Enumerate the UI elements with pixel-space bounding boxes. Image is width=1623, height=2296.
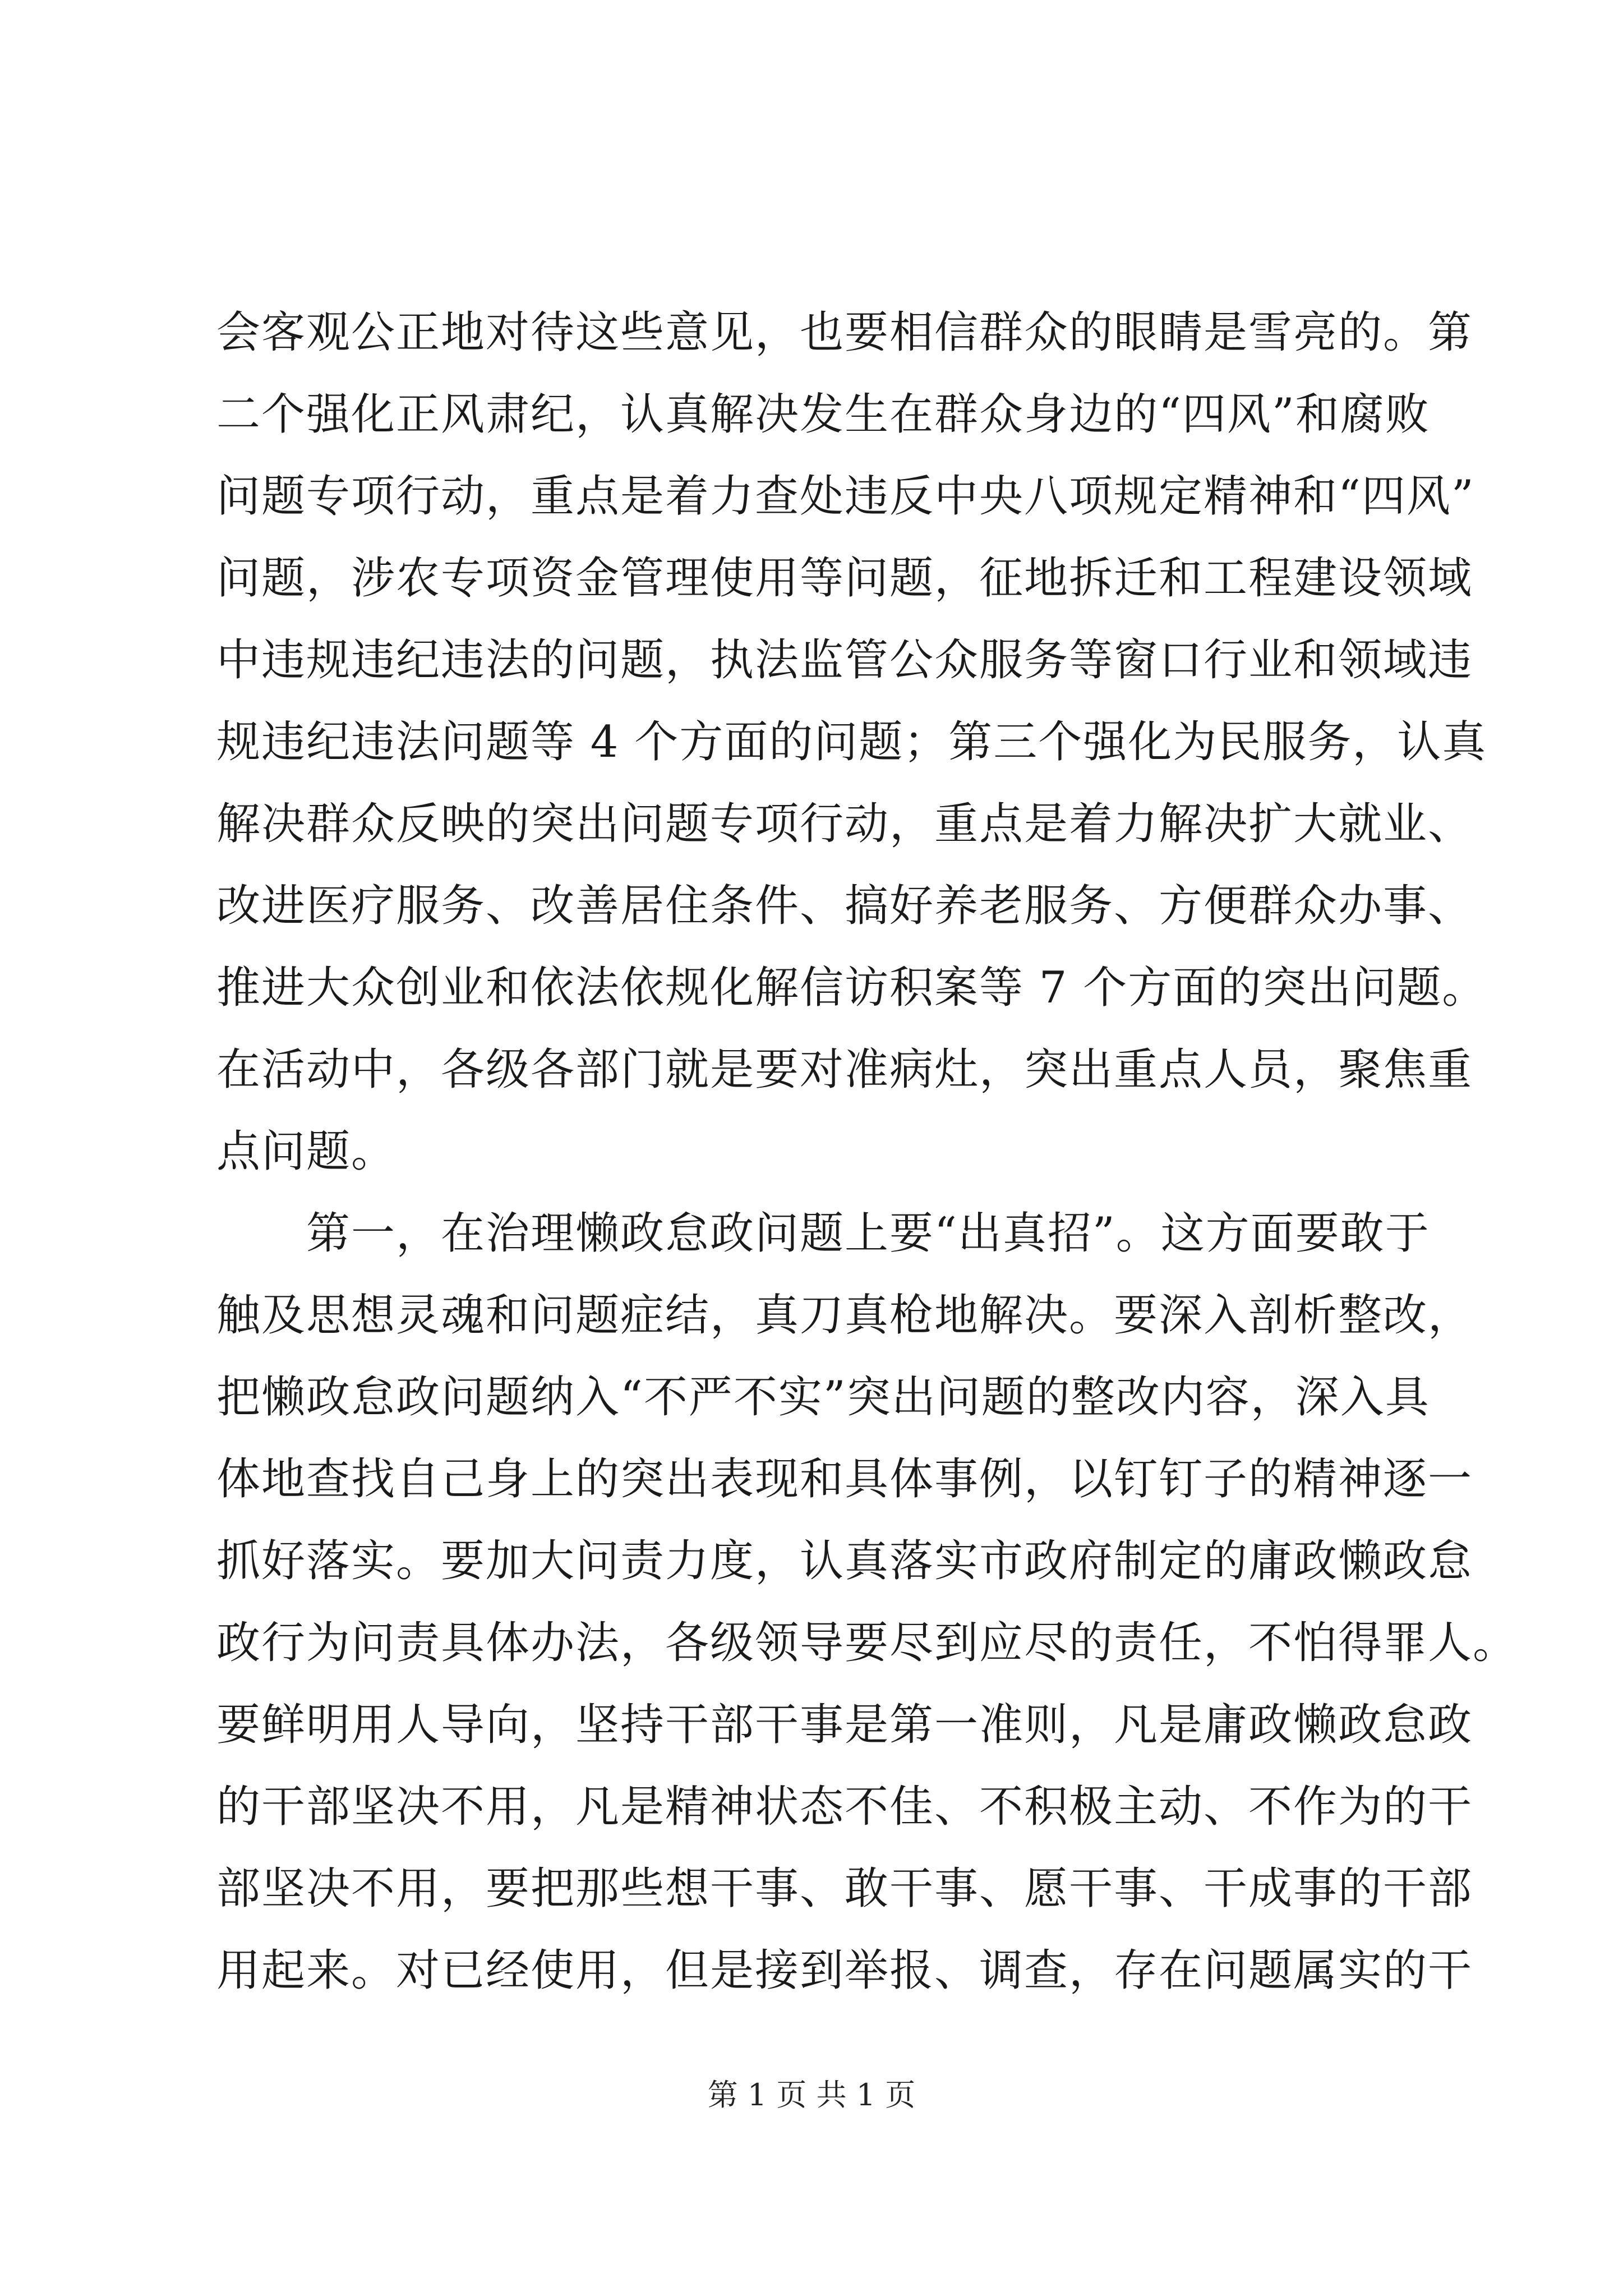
text-line: 推进大众创业和依法依规化解信访积案等 7 个方面的突出问题。	[216, 963, 1487, 1013]
text-line: 问题专项行动，重点是着力查处违反中央八项规定精神和“四风”	[216, 471, 1475, 522]
text-line: 二个强化正风肃纪，认真解决发生在群众身边的“四风”和腐败	[216, 389, 1430, 440]
text-line: 改进医疗服务、改善居住条件、搞好养老服务、方便群众办事、	[216, 881, 1473, 931]
text-line: 要鲜明用人导向，坚持干部干事是第一准则，凡是庸政懒政怠政	[216, 1700, 1473, 1750]
text-line: 第一，在治理懒政怠政问题上要“出真招”。这方面要敢于	[216, 1208, 1430, 1259]
text-line: 把懒政怠政问题纳入“不严不实”突出问题的整改内容，深入具	[216, 1372, 1430, 1423]
text-line: 用起来。对已经使用，但是接到举报、调查，存在问题属实的干	[216, 1945, 1473, 1996]
text-line: 的干部坚决不用，凡是精神状态不佳、不积极主动、不作为的干	[216, 1782, 1473, 1832]
text-line: 政行为问责具体办法，各级领导要尽到应尽的责任，不怕得罪人。	[216, 1618, 1518, 1668]
text-line: 抓好落实。要加大问责力度，认真落实市政府制定的庸政懒政怠	[216, 1536, 1473, 1586]
page-number-label: 第 1 页 共 1 页	[707, 2077, 916, 2113]
text-line: 体地查找自己身上的突出表现和具体事例，以钉钉子的精神逐一	[216, 1454, 1473, 1504]
text-line: 问题，涉农专项资金管理使用等问题，征地拆迁和工程建设领域	[216, 553, 1473, 604]
text-line: 规违纪违法问题等 4 个方面的问题；第三个强化为民服务，认真	[216, 717, 1487, 767]
text-line: 点问题。	[216, 1126, 396, 1177]
text-line: 解决群众反映的突出问题专项行动，重点是着力解决扩大就业、	[216, 799, 1473, 849]
text-line: 会客观公正地对待这些意见，也要相信群众的眼睛是雪亮的。第	[216, 307, 1473, 358]
text-line: 部坚决不用，要把那些想干事、敢干事、愿干事、干成事的干部	[216, 1864, 1473, 1914]
text-line: 在活动中，各级各部门就是要对准病灶，突出重点人员，聚焦重	[216, 1045, 1473, 1095]
text-line: 中违规违纪违法的问题，执法监管公众服务等窗口行业和领域违	[216, 635, 1473, 685]
document-body	[216, 292, 1518, 2012]
page-footer	[0, 2076, 1623, 2115]
text-line: 触及思想灵魂和问题症结，真刀真枪地解决。要深入剖析整改，	[216, 1290, 1473, 1341]
